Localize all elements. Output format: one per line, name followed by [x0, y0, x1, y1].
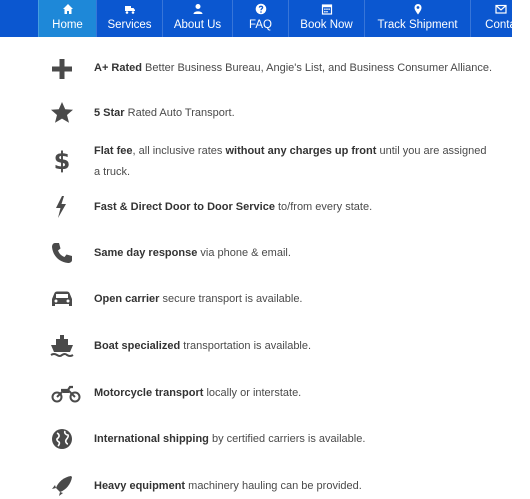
nav-label-contact: Conta [485, 19, 516, 31]
feature-bold: Heavy equipment [94, 480, 186, 492]
feature-rest: Rated Auto Transport. [124, 107, 235, 119]
feature-bold: Same day response [94, 247, 198, 259]
dollar-icon [49, 147, 75, 173]
feature-rest: locally or interstate. [203, 387, 302, 399]
nav-label-book-now: Book Now [300, 19, 353, 31]
feature-rest: by certified carriers is available. [208, 433, 366, 445]
home-icon [39, 3, 96, 16]
star-icon [49, 100, 75, 126]
feature-rest: via phone & email. [197, 247, 291, 259]
nav-item-about-us[interactable] [162, 0, 232, 37]
nav-item-faq[interactable] [232, 0, 288, 37]
feature-text [94, 103, 494, 124]
feature-rest: machinery hauling can be provided. [185, 480, 362, 492]
question-icon [233, 3, 288, 16]
globe-icon [49, 426, 75, 452]
feature-text [94, 197, 494, 218]
feature-bold-2: without any charges up front [225, 145, 377, 157]
feature-rest: Better Business Bureau, Angie's List, and Business Consumer Alliance. [142, 62, 493, 74]
feature-bold: Open carrier [94, 293, 160, 305]
envelope-icon [471, 3, 530, 16]
feature-text [94, 383, 494, 404]
nav-label-faq: FAQ [248, 19, 272, 31]
feature-bold: Boat specialized [94, 340, 181, 352]
phone-icon [49, 240, 75, 266]
feature-rest: to/from every state. [274, 201, 373, 213]
feature-text [94, 336, 494, 357]
feature-bold: Motorcycle transport [94, 387, 204, 399]
nav-label-home: Home [52, 19, 83, 31]
feature-text [94, 243, 494, 264]
feature-rest: transportation is available. [180, 340, 312, 352]
motorcycle-icon [51, 380, 81, 406]
car-icon [49, 286, 75, 312]
nav-item-home[interactable] [38, 0, 96, 37]
feature-text [94, 141, 494, 183]
user-icon [163, 3, 232, 16]
feature-text [94, 429, 494, 450]
svg-text:$: $ [53, 147, 71, 175]
feature-bold: International shipping [94, 433, 209, 445]
truck-icon [97, 3, 162, 16]
feature-text [94, 58, 494, 79]
ship-icon [49, 333, 75, 359]
nav-label-about-us: About Us [173, 19, 222, 31]
nav-item-contact[interactable] [470, 0, 530, 37]
feature-bold: Flat fee [94, 145, 133, 157]
nav-label-services: Services [107, 19, 152, 31]
feature-bold: Fast & Direct Door to Door Service [94, 201, 275, 213]
nav-item-services[interactable] [96, 0, 162, 37]
top-nav-bar [0, 0, 516, 37]
feature-text [94, 289, 494, 310]
feature-rest: until you are assigned a truck. [94, 145, 487, 178]
map-pin-icon [365, 3, 470, 16]
bolt-icon [49, 194, 75, 220]
nav-label-track-shipment: Track Shipment [377, 19, 458, 31]
calendar-icon [289, 3, 364, 16]
plus-icon [49, 56, 75, 82]
rocket-icon [49, 473, 75, 499]
feature-bold: 5 Star [94, 107, 125, 119]
feature-text [94, 476, 494, 497]
nav-item-track-shipment[interactable] [364, 0, 470, 37]
feature-mid: , all inclusive rates [132, 145, 226, 157]
nav-item-book-now[interactable] [288, 0, 364, 37]
feature-rest: secure transport is available. [159, 293, 303, 305]
feature-bold: A+ Rated [94, 62, 142, 74]
